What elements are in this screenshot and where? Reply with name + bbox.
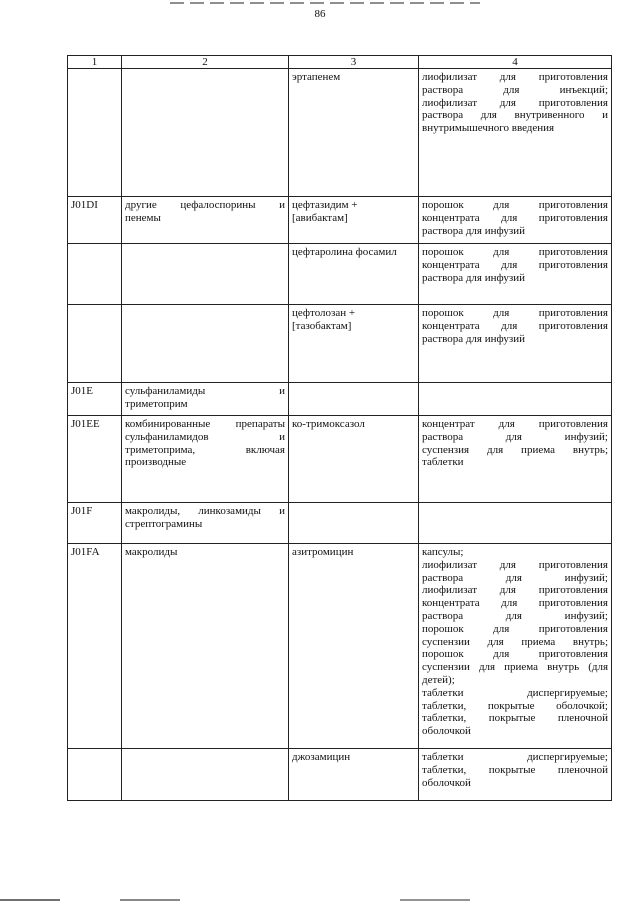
atc-code-cell <box>68 749 122 801</box>
cell-line: таблетки диспергируемые; <box>422 686 608 699</box>
cell-line: суспензии для приема внутрь; <box>422 635 608 648</box>
cell-line: раствора для инъекций; <box>422 83 608 96</box>
cell-line: макролиды, линкозамиды и <box>125 505 285 517</box>
table-row <box>68 503 612 544</box>
cell-line: эртапенем <box>292 71 341 83</box>
dosage-forms-cell <box>419 416 612 503</box>
atc-code-cell: J01EE <box>68 416 122 503</box>
table-row <box>68 197 612 244</box>
atc-code-cell: J01F <box>68 503 122 544</box>
dosage-forms-cell <box>419 305 612 383</box>
dosage-forms-cell <box>419 544 612 749</box>
atc-code-cell: J01E <box>68 383 122 416</box>
drug-name-cell <box>289 749 419 801</box>
cell-line: цефтолозан + <box>292 307 356 319</box>
cell-line: таблетки диспергируемые; <box>422 751 608 763</box>
atc-code-cell <box>68 244 122 305</box>
page-number: 86 <box>314 8 326 20</box>
cell-line: триметоприма, включая <box>125 443 285 456</box>
cell-line: сульфаниламидов и <box>125 430 285 443</box>
cell-line: концентрата для приготовления <box>422 319 608 332</box>
cell-line: цефтазидим + <box>292 199 358 211</box>
table-row <box>68 383 612 416</box>
table-header-row <box>68 56 612 69</box>
drug-name-cell <box>289 544 419 749</box>
cell-line: сульфаниламиды и <box>125 385 285 397</box>
atc-code-cell: J01FA <box>68 544 122 749</box>
group-name-cell <box>122 69 289 197</box>
cell-line: таблетки, покрытые пленочной <box>422 763 608 776</box>
table-row <box>68 244 612 305</box>
dosage-forms-cell <box>419 69 612 197</box>
cell-line: суспензия для приема внутрь; <box>422 443 608 456</box>
cell-line: суспензии для приема внутрь (для <box>422 661 608 674</box>
dosage-forms-cell <box>419 503 612 544</box>
cell-line: оболочкой <box>422 776 471 789</box>
cell-line: другие цефалоспорины и <box>125 199 285 211</box>
column-header-1: 1 <box>68 56 122 69</box>
cell-line: пенемы <box>125 211 161 224</box>
cell-line: порошок для приготовления <box>422 648 608 661</box>
cell-line: концентрата для приготовления <box>422 211 608 224</box>
dosage-forms-cell <box>419 749 612 801</box>
atc-code-cell <box>68 305 122 383</box>
cell-line: концентрата для приготовления <box>422 597 608 610</box>
scan-artifact-bottom <box>0 899 640 901</box>
scan-artifact-top <box>170 2 480 4</box>
cell-line: макролиды <box>125 546 178 558</box>
group-name-cell <box>122 197 289 244</box>
dosage-forms-cell <box>419 197 612 244</box>
atc-code-cell <box>68 69 122 197</box>
cell-line: таблетки <box>422 456 464 469</box>
cell-line: таблетки, покрытые пленочной <box>422 712 608 725</box>
drug-name-cell <box>289 305 419 383</box>
drug-name-cell <box>289 197 419 244</box>
cell-line: раствора для инфузий; <box>422 430 608 443</box>
cell-line: раствора для инфузий <box>422 271 525 284</box>
cell-line: [тазобактам] <box>292 319 352 332</box>
cell-line: лиофилизат для приготовления <box>422 558 608 571</box>
dosage-forms-cell <box>419 383 612 416</box>
drug-table <box>67 55 612 801</box>
cell-line: раствора для инфузий <box>422 224 525 237</box>
cell-line: порошок для приготовления <box>422 307 608 319</box>
cell-line: оболочкой <box>422 725 471 738</box>
cell-line: концентрата для приготовления <box>422 258 608 271</box>
cell-line: порошок для приготовления <box>422 246 608 258</box>
cell-line: ко-тримоксазол <box>292 418 365 430</box>
group-name-cell <box>122 305 289 383</box>
cell-line: детей); <box>422 673 455 686</box>
cell-line: лиофилизат для приготовления <box>422 71 608 83</box>
drug-name-cell <box>289 503 419 544</box>
cell-line: производные <box>125 456 187 469</box>
cell-line: триметоприм <box>125 397 188 410</box>
group-name-cell <box>122 544 289 749</box>
group-name-cell <box>122 416 289 503</box>
table-row <box>68 749 612 801</box>
drug-name-cell <box>289 383 419 416</box>
drug-name-cell <box>289 416 419 503</box>
dosage-forms-cell <box>419 244 612 305</box>
group-name-cell <box>122 383 289 416</box>
cell-line: цефтаролина фосамил <box>292 246 397 258</box>
atc-code-cell: J01DI <box>68 197 122 244</box>
group-name-cell <box>122 503 289 544</box>
cell-line: капсулы; <box>422 546 464 558</box>
cell-line: стрептограмины <box>125 517 203 530</box>
table-row <box>68 305 612 383</box>
cell-line: концентрат для приготовления <box>422 418 608 430</box>
cell-line: порошок для приготовления <box>422 622 608 635</box>
column-header-2: 2 <box>122 56 289 69</box>
cell-line: азитромицин <box>292 546 354 558</box>
cell-line: джозамицин <box>292 751 351 763</box>
cell-line: таблетки, покрытые оболочкой; <box>422 699 608 712</box>
cell-line: [авибактам] <box>292 211 348 224</box>
column-header-3: 3 <box>289 56 419 69</box>
cell-line: раствора для внутривенного и <box>422 109 608 122</box>
column-header-4: 4 <box>419 56 612 69</box>
cell-line: раствора для инфузий <box>422 332 525 345</box>
drug-name-cell <box>289 244 419 305</box>
cell-line: комбинированные препараты <box>125 418 285 430</box>
cell-line: лиофилизат для приготовления <box>422 584 608 597</box>
table-row <box>68 544 612 749</box>
cell-line: внутримышечного введения <box>422 122 555 135</box>
group-name-cell <box>122 244 289 305</box>
drug-name-cell <box>289 69 419 197</box>
cell-line: лиофилизат для приготовления <box>422 96 608 109</box>
table-row <box>68 416 612 503</box>
cell-line: порошок для приготовления <box>422 199 608 211</box>
group-name-cell <box>122 749 289 801</box>
cell-line: раствора для инфузий; <box>422 609 608 622</box>
table-row <box>68 69 612 197</box>
cell-line: раствора для инфузий; <box>422 571 608 584</box>
